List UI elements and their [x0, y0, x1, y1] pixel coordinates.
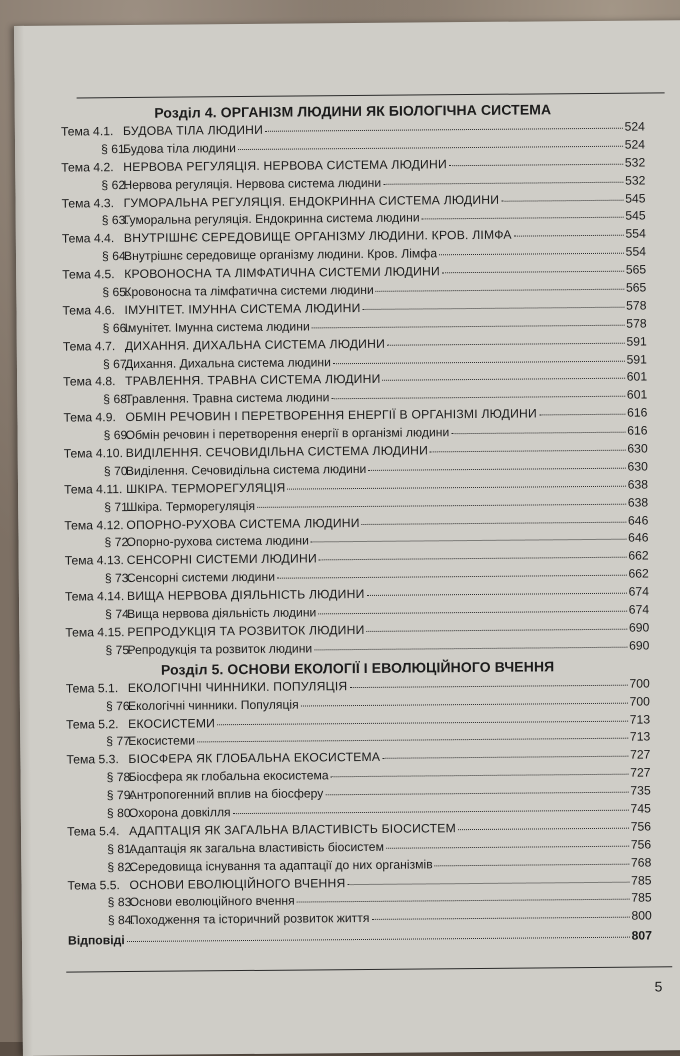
entry-label: Тема 4.11.: [63, 481, 123, 497]
dot-leader: [265, 128, 622, 132]
entry-page-number: 638: [627, 495, 649, 510]
entry-title: ОСНОВИ ЕВОЛЮЦІЙНОГО ВЧЕННЯ: [129, 875, 346, 892]
entry-title: ДИХАННЯ. ДИХАЛЬНА СИСТЕМА ЛЮДИНИ: [124, 336, 386, 353]
entry-page-number: 735: [630, 783, 651, 798]
entry-page-number: 578: [626, 298, 647, 313]
entry-title: Антропогенний вплив на біосферу: [128, 786, 324, 803]
entry-page-number: 532: [624, 155, 646, 170]
dot-leader: [458, 828, 629, 830]
dot-leader: [233, 810, 629, 814]
entry-label: § 61.: [101, 141, 129, 157]
dot-leader: [367, 629, 627, 632]
entry-page-number: 591: [626, 352, 647, 367]
entry-label: Тема 4.12.: [64, 517, 124, 533]
entry-title: ОБМІН РЕЧОВИН І ПЕРЕТВОРЕННЯ ЕНЕРГІЇ В ОРГАНІЗМІ ЛЮДИНИ: [125, 406, 538, 425]
dot-leader: [387, 342, 624, 345]
entry-title: ГУМОРАЛЬНА РЕГУЛЯЦІЯ. ЕНДОКРИННА СИСТЕМА ЛЮДИНИ: [123, 192, 500, 210]
dot-leader: [331, 396, 625, 400]
entry-page-number: 565: [625, 280, 647, 295]
entry-label: Тема 5.3.: [66, 752, 119, 767]
entry-label: Тема 5.2.: [66, 716, 119, 732]
entry-label: Тема 4.10.: [63, 446, 123, 461]
entry-page-number: 601: [626, 387, 648, 403]
entry-title: Імунітет. Імунна система людини: [124, 319, 310, 335]
entry-title: ТРАВЛЕННЯ. ТРАВНА СИСТЕМА ЛЮДИНИ: [125, 372, 381, 389]
entry-page-number: 690: [628, 620, 650, 635]
entry-page-number: 554: [625, 244, 647, 259]
entry-title: Дихання. Дихальна система людини: [124, 354, 332, 371]
dot-leader: [362, 521, 626, 524]
entry-label: § 63.: [101, 213, 129, 228]
dot-leader: [333, 360, 625, 364]
entry-title: РЕПРОДУКЦІЯ ТА РОЗВИТОК ЛЮДИНИ: [127, 622, 365, 639]
dot-leader: [386, 845, 629, 848]
dot-leader: [312, 324, 625, 328]
entry-title: Екологічні чинники. Популяція: [127, 697, 299, 713]
entry-title: Опорно-рухова система людини: [126, 533, 309, 550]
entry-page-number: 646: [628, 530, 649, 546]
entry-label: § 68.: [103, 392, 131, 407]
entry-title: АДАПТАЦІЯ ЯК ЗАГАЛЬНА ВЛАСТИВІСТЬ БІОСИСТЕМ: [128, 821, 456, 838]
dot-leader: [451, 432, 625, 435]
dot-leader: [368, 468, 625, 471]
entry-label: § 70.: [103, 463, 132, 479]
entry-title: ВНУТРІШНЄ СЕРЕДОВИЩЕ ОРГАНІЗМУ ЛЮДИНИ. КРОВ. ЛІМФА: [123, 228, 512, 246]
entry-label: Тема 4.8.: [63, 374, 116, 390]
dot-leader: [217, 720, 628, 725]
entry-title: Кровоносна та лімфатична системи людини: [124, 282, 374, 300]
entry-title: Основи еволюційного вчення: [129, 893, 295, 910]
entry-page-number: 727: [629, 747, 651, 762]
entry-label: § 66.: [102, 320, 130, 336]
dot-leader: [435, 863, 629, 866]
entry-page-number: 662: [628, 566, 649, 581]
entry-page-number: 727: [630, 765, 651, 780]
entry-page-number: 662: [628, 548, 649, 564]
entry-page-number: 713: [629, 711, 651, 727]
entry-page-number: 674: [628, 602, 650, 617]
entry-page-number: 700: [629, 676, 650, 691]
dot-leader: [430, 450, 625, 453]
entry-title: Внутрішнє середовище організму людини. Кров. Лімфа: [123, 246, 438, 264]
entry-label: Тема 4.2.: [61, 159, 114, 175]
entry-page-number: 591: [626, 334, 647, 349]
entry-page-number: 768: [630, 855, 652, 870]
entry-title: Будова тіла людини: [123, 140, 236, 156]
page-number: 5: [654, 978, 663, 995]
dot-leader: [449, 163, 623, 166]
entry-label: § 72.: [104, 535, 132, 550]
entry-page-number: 601: [626, 369, 648, 385]
entry-label: § 76.: [105, 698, 134, 713]
entry-title: ІМУНІТЕТ. ІМУННА СИСТЕМА ЛЮДИНИ: [124, 300, 361, 317]
entry-label: Тема 4.9.: [63, 410, 116, 425]
dot-leader: [238, 146, 623, 150]
entry-label: Тема 4.13.: [64, 553, 124, 568]
entry-label: § 77.: [106, 734, 134, 749]
entry-page-number: 638: [627, 477, 649, 492]
entry-title: Походження та історичний розвиток життя: [129, 911, 370, 928]
answers-page-number: 807: [631, 928, 653, 943]
entry-title: ВИЩА НЕРВОВА ДІЯЛЬНІСТЬ ЛЮДИНИ: [126, 587, 365, 604]
entry-title: Шкіра. Терморегуляція: [126, 498, 256, 514]
dot-leader: [363, 307, 625, 310]
entry-page-number: 646: [627, 513, 649, 528]
entry-label: Тема 5.1.: [65, 680, 119, 696]
entry-page-number: 532: [624, 173, 646, 188]
entry-label: § 71.: [104, 499, 132, 514]
entry-label: § 69.: [103, 428, 131, 443]
dot-leader: [367, 593, 627, 596]
entry-page-number: 524: [624, 137, 646, 152]
entry-title: Репродукція та розвиток людини: [127, 641, 313, 657]
dot-leader: [349, 684, 627, 687]
entry-label: § 80.: [106, 805, 135, 821]
entry-label: Тема 5.5.: [67, 877, 120, 893]
dot-leader: [277, 575, 626, 579]
entry-title: КРОВОНОСНА ТА ЛІМФАТИЧНА СИСТЕМИ ЛЮДИНИ: [124, 264, 441, 282]
toc-answers-row: [68, 928, 652, 951]
answers-label: Відповіді: [67, 933, 125, 948]
entry-page-number: 756: [630, 837, 652, 852]
entry-title: ШКІРА. ТЕРМОРЕГУЛЯЦІЯ: [125, 480, 286, 496]
entry-label: § 84.: [107, 913, 135, 928]
dot-leader: [439, 253, 624, 256]
section-heading: Розділ 5. ОСНОВИ ЕКОЛОГІЇ І ЕВОЛЮЦІЙНОГО ВЧЕННЯ: [160, 658, 555, 678]
entry-title: Виділення. Сечовидільна система людини: [125, 461, 367, 478]
entry-title: ЕКОЛОГІЧНІ ЧИННИКИ. ПОПУЛЯЦІЯ: [127, 678, 348, 695]
dot-leader: [442, 271, 624, 274]
entry-page-number: 756: [630, 819, 652, 834]
entry-label: Тема 4.1.: [60, 124, 114, 139]
entry-label: § 67.: [102, 356, 131, 371]
entry-title: Екосистеми: [128, 733, 196, 749]
entry-title: Охорона довкілля: [128, 805, 231, 820]
entry-label: § 62.: [101, 177, 129, 192]
entry-page-number: 800: [631, 908, 652, 923]
entry-title: Вища нервова діяльність людини: [127, 605, 317, 622]
entry-label: Тема 4.4.: [61, 231, 115, 246]
dot-leader: [383, 181, 623, 184]
entry-label: Тема 4.7.: [62, 338, 116, 354]
entry-title: Адаптація як загальна властивість біосистем: [129, 839, 384, 856]
dot-leader: [297, 899, 630, 903]
dot-leader: [539, 414, 625, 416]
dot-leader: [288, 485, 626, 489]
entry-page-number: 630: [627, 459, 648, 474]
dot-leader: [301, 702, 628, 706]
entry-page-number: 785: [631, 890, 652, 906]
bottom-rule: [66, 966, 672, 972]
book-page: [14, 20, 680, 1056]
dot-leader: [382, 756, 628, 759]
entry-page-number: 565: [625, 262, 647, 277]
entry-label: § 73.: [104, 571, 132, 586]
entry-title: ВИДІЛЕННЯ. СЕЧОВИДІЛЬНА СИСТЕМА ЛЮДИНИ: [125, 443, 429, 461]
entry-page-number: 554: [625, 226, 646, 242]
entry-label: § 78.: [106, 770, 134, 785]
entry-title: Сенсорні системи людини: [126, 570, 276, 586]
entry-label: § 79.: [106, 788, 134, 803]
top-rule: [77, 92, 665, 98]
entry-title: Обмін речовин і перетворення енергії в організмі людини: [125, 425, 450, 443]
entry-page-number: 713: [629, 729, 651, 745]
dot-leader: [319, 557, 626, 561]
entry-page-number: 674: [628, 584, 650, 599]
entry-page-number: 745: [630, 801, 651, 816]
dot-leader: [257, 503, 626, 507]
entry-page-number: 545: [625, 191, 646, 206]
entry-page-number: 700: [629, 694, 650, 709]
entry-label: Тема 4.15.: [65, 624, 125, 640]
entry-page-number: 785: [631, 872, 652, 888]
dot-leader: [514, 235, 624, 237]
entry-title: Гуморальна регуляція. Ендокринна система людини: [123, 210, 420, 228]
dot-leader: [331, 774, 629, 778]
entry-title: БУДОВА ТІЛА ЛЮДИНИ: [122, 122, 264, 139]
entry-page-number: 616: [627, 423, 648, 438]
entry-label: Тема 5.4.: [66, 823, 120, 839]
dot-leader: [383, 378, 625, 381]
entry-page-number: 690: [629, 638, 650, 653]
entry-label: § 65.: [102, 285, 130, 300]
entry-label: Тема 4.3.: [61, 195, 115, 211]
dot-leader: [422, 217, 624, 220]
dot-leader: [501, 199, 623, 201]
entry-title: Нервова регуляція. Нервова система людини: [123, 175, 382, 192]
entry-label: § 81.: [107, 841, 135, 856]
entry-label: Тема 4.6.: [62, 303, 115, 318]
entry-title: БІОСФЕРА ЯК ГЛОБАЛЬНА ЕКОСИСТЕМА: [128, 750, 381, 767]
dot-leader: [311, 539, 626, 543]
entry-title: НЕРВОВА РЕГУЛЯЦІЯ. НЕРВОВА СИСТЕМА ЛЮДИНИ: [123, 157, 448, 174]
dot-leader: [325, 792, 628, 796]
entry-label: Тема 4.14.: [64, 589, 125, 604]
entry-title: ЕКОСИСТЕМИ: [128, 715, 216, 731]
entry-page-number: 545: [625, 208, 646, 224]
dot-leader: [371, 917, 629, 920]
entry-label: § 75.: [105, 642, 133, 658]
table-of-contents: [61, 98, 652, 950]
entry-title: СЕНСОРНІ СИСТЕМИ ЛЮДИНИ: [126, 551, 317, 568]
entry-label: § 83.: [107, 895, 135, 910]
entry-title: Біосфера як глобальна екосистема: [128, 768, 329, 785]
entry-page-number: 524: [624, 119, 645, 134]
entry-title: Травлення. Травна система людини: [125, 390, 330, 407]
entry-title: Середовища існування та адаптації до них організмів: [129, 857, 433, 874]
dot-leader: [318, 611, 626, 615]
entry-label: § 82.: [107, 859, 135, 874]
dot-leader: [348, 881, 630, 884]
section-heading: Розділ 4. ОРГАНІЗМ ЛЮДИНИ ЯК БІОЛОГІЧНА СИСТЕМА: [154, 101, 552, 121]
dot-leader: [314, 647, 627, 651]
entry-page-number: 616: [626, 405, 648, 420]
entry-title: ОПОРНО-РУХОВА СИСТЕМА ЛЮДИНИ: [126, 515, 360, 532]
entry-page-number: 630: [627, 441, 648, 456]
entry-page-number: 578: [626, 316, 647, 331]
entry-label: Тема 4.5.: [62, 267, 115, 282]
dot-leader: [376, 289, 624, 292]
dot-leader: [127, 937, 630, 942]
dot-leader: [197, 738, 628, 743]
entry-label: § 64.: [101, 249, 130, 264]
toc-paragraph-row: [68, 908, 652, 931]
entry-label: § 74.: [105, 607, 133, 622]
